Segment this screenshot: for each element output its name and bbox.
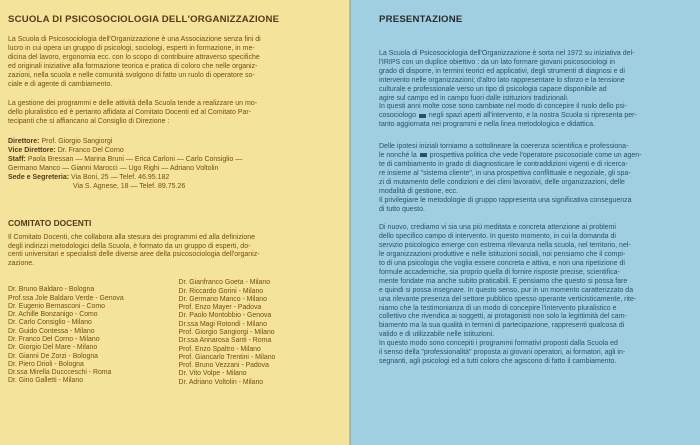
management-line: La gestione dei programmi e delle attività della Scuola tende a realizzare un mo- <box>8 100 258 108</box>
approach-line: formule accademiche, sia proprio quella di fornire risposte precise, scientifica- <box>379 268 620 276</box>
approach-line: niamo che la testimonianza di un modo di concepire l'intervento pluralistico e <box>379 304 617 312</box>
committee-line: centi universitari e specialisti delle diverse aree della psicosociologia dell'organiz- <box>8 251 260 259</box>
hypotheses-line: di tutto questo. <box>379 205 425 213</box>
school-title: SCUOLA DI PSICOSOCIOLOGIA DELL'ORGANIZZAZIONE <box>8 14 280 25</box>
hypotheses-line: modalità di gestione, ecc. <box>379 187 458 195</box>
approach-line: il senso della "professionalità" proposta ai giovani operatori, ai formatori, agli in- <box>379 349 626 357</box>
faculty-name: Dr. Carlo Consiglio - Milano <box>8 319 92 327</box>
presentation-line: agire sul campo ed in campo fuori dalle istituzioni tradizionali. <box>379 94 569 102</box>
hypotheses-line: zi di mutamento delle condizioni e dei climi lavorativi, delle organizzazioni, delle <box>379 178 625 186</box>
faculty-name: Dr. Vito Volpe - Milano <box>178 370 247 378</box>
hypotheses-line: te di cambiamento in grado di diagnosticare le contraddizioni vigenti e di ricerca- <box>379 160 628 168</box>
faculty-name: Dr. Germano Manco - Milano <box>178 295 267 303</box>
approach-line: le organizzazioni produttive e nelle istituzioni sociali, noi pensiamo che il compi- <box>379 251 626 259</box>
committee-line: Il Comitato Docenti, che collabora alla stesura dei programmi ed alla definizione <box>8 233 256 241</box>
faculty-column-2 <box>179 279 340 387</box>
seat-row: Sede e Segreteria: Via Boni, 25 — Telef. 46.95.182 <box>8 173 170 181</box>
presentation-line: In questi anni molte cose sono cambiate nel modo di concepire il ruolo dello psi- <box>379 103 627 111</box>
approach-line: e quindi si possa insegnare. In questo senso, pur in un momento caratterizzato da <box>379 286 634 294</box>
vice-director-row: Vice Direttore: Dr. Franco Del Corno <box>8 147 124 155</box>
hypotheses-line: re insieme al "sistema cliente", in una prospettiva conflittuale e negoziale, gli spa- <box>379 169 631 177</box>
presentation-title: PRESENTAZIONE <box>379 14 463 25</box>
presentation-line: tanto aggiornata nei programmi e nella linea metodologica e didattica. <box>379 121 595 129</box>
approach-line: Di nuovo, crediamo vi sia una più meditata e concreta attenzione ai problemi <box>379 224 616 232</box>
faculty-name: Dr. Giorgio Del Mare - Milano <box>8 344 98 352</box>
management-line: tecipanti che si affiancano al Consiglio di Direzione : <box>8 118 170 126</box>
faculty-name: Dr. Adriano Voltolin - Milano <box>178 378 264 386</box>
staff-row: Staff: Paola Bressan — Marina Bruni — Erica Carloni — Carlo Consiglio — <box>8 155 243 163</box>
faculty-name: Prof. Giorgio Sangiorgi - Milano <box>178 329 275 336</box>
intro-line: ciale e di agente di cambiamento. <box>8 80 113 88</box>
faculty-name: Dr. Paolo Montobbio - Genova <box>178 312 272 320</box>
faculty-name: Dr. Gino Galletti - Milano <box>8 377 84 385</box>
intro-line: dicina del lavoro, ergonomia ecc. con lo scopo di contribuire attraverso specifiche <box>8 53 260 61</box>
faculty-column-1 <box>8 279 169 387</box>
intro-line: lucro in cui opera un gruppo di psicologi, sociologi, esperti in formazione, in me- <box>8 44 255 52</box>
faculty-name: Prof.ssa Jole Baldaro Verde - Genova <box>8 294 124 302</box>
management-line: dello pluralistico ed è pertanto affidata al Comitato Docenti ed al Comitato Par- <box>8 109 252 117</box>
faculty-name: Dr. Achille Bonzanigo - Como <box>8 311 98 319</box>
staff-row-continued: Germano Manco — Gianni Marocci — Ugo Righi — Adriano Voltolin <box>8 164 219 172</box>
faculty-list <box>8 279 339 387</box>
presentation-line: intervento nelle organizzazioni; d'altro lato rappresentare lo sforzo e la tensione <box>379 76 625 84</box>
approach-line: collettivo che rivendica ai soggetti, ai protagonisti non solo la legittimità del cam- <box>379 313 627 321</box>
presentation-line: culturale e professionale verso un tipo di psicologia capace disponibile ad <box>379 85 607 93</box>
hypotheses-line: le nonché la prospettiva politica che vede l'operatore psicosociale come un agen- <box>379 152 642 160</box>
approach-line: mente fondate ma anche subito praticabili. E pensiamo che questo si possa fare <box>379 277 628 285</box>
approach-line: to di una psicologia che voglia essere concreta e attiva, e non una ripetizione di <box>379 260 625 268</box>
hypotheses-line: Il privilegiare le metodologie di gruppo rappresenta una significativa conseguenza <box>379 196 632 204</box>
faculty-name: Dr. Eugenio Bernasconi - Como <box>8 302 105 310</box>
right-page <box>351 0 700 445</box>
faculty-name: Prof. Giancarlo Trentini - Milano <box>178 353 276 361</box>
director-name: Prof. Giorgio Sangiorgi <box>41 138 113 146</box>
faculty-name: Dr. Gianni De Zorzi - Bologna <box>8 352 98 360</box>
committee-line: degli indirizzi metodologici della Scuola, è formato da un gruppo di esperti, do- <box>8 242 251 250</box>
approach-line: servizio psicologico emerge con estrema rilevanza nella scuola, nel territorio, nel- <box>379 242 631 250</box>
approach-line: valido e di utilizzabile nelle istituzioni. <box>379 331 495 339</box>
seat-row-continued: Via S. Agnese, 18 — Telef. 89.75.26 <box>73 182 186 190</box>
presentation-line: La Scuola di Psicosociologia dell'Organizzazione è sorta nel 1972 su iniziativa del- <box>379 50 635 57</box>
faculty-name: Dr. Bruno Baldaro - Bologna <box>8 286 95 294</box>
hypotheses-line: Delle ipotesi iniziali torniamo a sottolineare la coerenza scientifica e professiona- <box>379 143 629 151</box>
presentation-line: grado di disporre, in termini teorici ed applicativi, degli strumenti di diagnosi e di <box>379 67 625 75</box>
intro-line: La Scuola di Psicosociologia dell'Organizzazione è una Associazione senza fini di <box>8 36 261 43</box>
committee-title: COMITATO DOCENTI <box>8 217 92 228</box>
faculty-name: Prof. Enzo Spaltro - Milano <box>178 345 261 353</box>
faculty-name: Prof. Enzo Mayer - Padova <box>178 304 262 312</box>
director-row: Direttore: Prof. Giorgio Sangiorgi <box>8 138 113 146</box>
faculty-name: Dr. Riccardo Gorini - Milano <box>178 287 264 295</box>
faculty-name: Dr. Piero Drioli - Bologna <box>8 360 84 368</box>
approach-line: biamento ma la sua qualità in termini di partecipazione, rappresenti qualcosa di <box>379 322 625 330</box>
faculty-name: Dr. Franco Del Corno - Milano <box>8 336 100 343</box>
faculty-name: Dr.ssa Mirella Duccceschi - Roma <box>8 369 112 377</box>
approach-line: segnanti, agli psicologi ed a tutti coloro che agiscono di fatto il cambiamento. <box>379 358 617 365</box>
faculty-name: Dr.ssa Annarosa Santi - Roma <box>178 337 272 345</box>
intro-line: ed originali iniziative alla formazione teorica e pratica di coloro che nelle organiz- <box>8 62 258 70</box>
presentation-line: l'IRIPS con un duplice obiettivo : da un lato formare giovani psicosociologi in <box>379 58 615 66</box>
approach-line: dello specifico campo di intervento. In questo momento, in cui la domanda di <box>379 233 616 241</box>
faculty-name: Dr. Gianfranco Goeta - Milano <box>178 279 271 287</box>
intro-line: zazioni, nella scuola e nelle comunità svolgono di fatto un ruolo di operatore so- <box>8 71 255 79</box>
presentation-line: cosociologo negli spazi aperti all'intervento, e la nostra Scuola si ripresenta per- <box>379 112 637 120</box>
approach-line: In questo modo sono concepiti i programmi formativi proposti dalla Scuola ed <box>379 340 618 348</box>
faculty-name: Prof. Bruno Vezzani - Padova <box>178 362 269 370</box>
approach-line: una rilevante presenza del settore pubblico spesso operante verticisticamente, rite- <box>379 295 637 303</box>
faculty-name: Dr. Guido Contessa - Milano <box>8 327 95 335</box>
vice-director-name: Dr. Franco Del Corno <box>57 147 124 155</box>
committee-line: zazione. <box>8 260 35 268</box>
faculty-name: Dr.ssa Magi Rotondi - Milano <box>178 320 267 328</box>
